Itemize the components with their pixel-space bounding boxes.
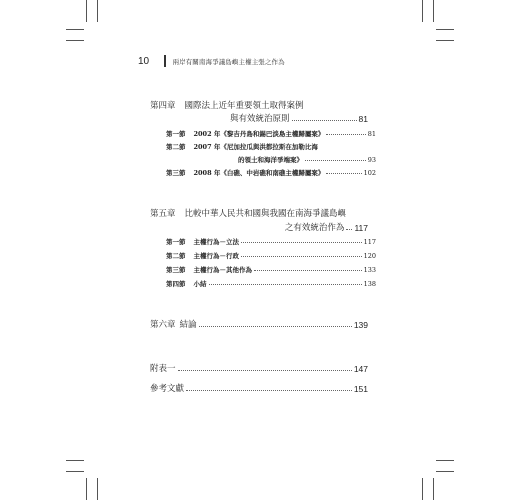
page-ref: 81 <box>358 114 368 124</box>
section-label: 第三節 <box>166 266 186 274</box>
running-title: 兩岸有關南海爭議島嶼主權主張之作為 <box>172 58 285 66</box>
toc-section-cont <box>158 155 376 164</box>
section-label: 第四節 <box>166 280 186 288</box>
page-ref: 133 <box>363 266 376 274</box>
crop-mark <box>86 478 87 500</box>
chapter-label: 第四章 <box>150 100 176 110</box>
chapter-label: 第五章 <box>150 208 176 218</box>
crop-mark <box>97 0 98 22</box>
toc-section <box>158 237 376 246</box>
crop-mark <box>422 0 423 22</box>
toc-chapter-6 <box>150 318 368 330</box>
dot-leader <box>178 370 352 371</box>
crop-mark <box>436 40 454 41</box>
section-title: 主權行為－立法 <box>193 238 239 246</box>
toc-chapter-4-line1 <box>150 99 368 111</box>
toc-appendix <box>150 362 368 374</box>
page-ref: 93 <box>367 156 376 164</box>
dot-leader <box>241 242 362 243</box>
crop-mark <box>66 471 84 472</box>
toc-section <box>158 168 376 177</box>
appendix-title: 附表一 <box>150 363 176 373</box>
section-title: 2002 年《黎吉丹島和錫巴淡島主權歸屬案》 <box>193 130 325 138</box>
dot-leader <box>292 120 357 121</box>
section-label: 第一節 <box>166 130 186 138</box>
page-ref: 147 <box>353 364 368 374</box>
crop-mark <box>66 460 84 461</box>
dot-leader <box>241 256 362 257</box>
chapter-title: 與有效統治原則 <box>230 113 290 123</box>
page-ref: 117 <box>354 223 368 233</box>
crop-mark <box>66 29 84 30</box>
section-title: 小結 <box>193 280 207 288</box>
chapter-title: 之有效統治作為 <box>284 222 345 232</box>
page-ref: 120 <box>363 252 376 260</box>
section-title: 2007 年《尼加拉瓜與洪都拉斯在加勒比海 <box>193 143 318 151</box>
toc-chapter-5-line2 <box>150 221 368 233</box>
section-title: 的領土和海洋爭端案》 <box>238 156 303 164</box>
section-label: 第三節 <box>166 169 186 177</box>
page-ref: 151 <box>353 384 368 394</box>
toc-section <box>158 129 376 138</box>
section-title: 主權行為－其他作為 <box>193 266 252 274</box>
section-label: 第二節 <box>166 143 186 151</box>
crop-mark <box>433 478 434 500</box>
dot-leader <box>254 270 362 271</box>
header-divider <box>164 55 166 67</box>
crop-mark <box>66 40 84 41</box>
toc-section <box>158 265 376 274</box>
page-number: 10 <box>138 55 150 67</box>
page-ref: 81 <box>367 130 376 138</box>
section-title: 2008 年《白礁、中岩礁和南礁主權歸屬案》 <box>193 169 325 177</box>
section-title: 主權行為－行政 <box>193 252 239 260</box>
section-label: 第二節 <box>166 252 186 260</box>
dot-leader <box>186 390 352 391</box>
page-ref: 139 <box>353 320 368 330</box>
toc-section <box>158 251 376 260</box>
chapter-title: 國際法上近年重要領土取得案例 <box>184 100 304 110</box>
page-ref: 117 <box>363 238 376 246</box>
crop-mark <box>436 460 454 461</box>
page-ref: 138 <box>363 280 376 288</box>
crop-mark <box>433 0 434 22</box>
dot-leader <box>199 326 352 327</box>
toc-chapter-4-line2 <box>150 112 368 124</box>
references-title: 參考文獻 <box>150 383 185 393</box>
toc-section <box>158 279 376 288</box>
chapter-label: 第六章 <box>150 319 176 329</box>
dot-leader <box>209 284 362 285</box>
chapter-title: 比較中華人民共和國與我國在南海爭議島嶼 <box>184 208 347 218</box>
crop-mark <box>436 29 454 30</box>
dot-leader <box>326 134 365 135</box>
dot-leader <box>305 160 366 161</box>
toc-section <box>158 142 376 151</box>
dot-leader <box>326 173 361 174</box>
crop-mark <box>97 478 98 500</box>
toc-references <box>150 382 368 394</box>
section-label: 第一節 <box>166 238 186 246</box>
crop-mark <box>422 478 423 500</box>
dot-leader <box>346 229 352 230</box>
page-ref: 102 <box>363 169 376 177</box>
running-header <box>138 54 285 68</box>
toc-chapter-5-line1 <box>150 207 368 219</box>
crop-mark <box>86 0 87 22</box>
crop-mark <box>436 471 454 472</box>
chapter-title: 結論 <box>179 319 197 329</box>
